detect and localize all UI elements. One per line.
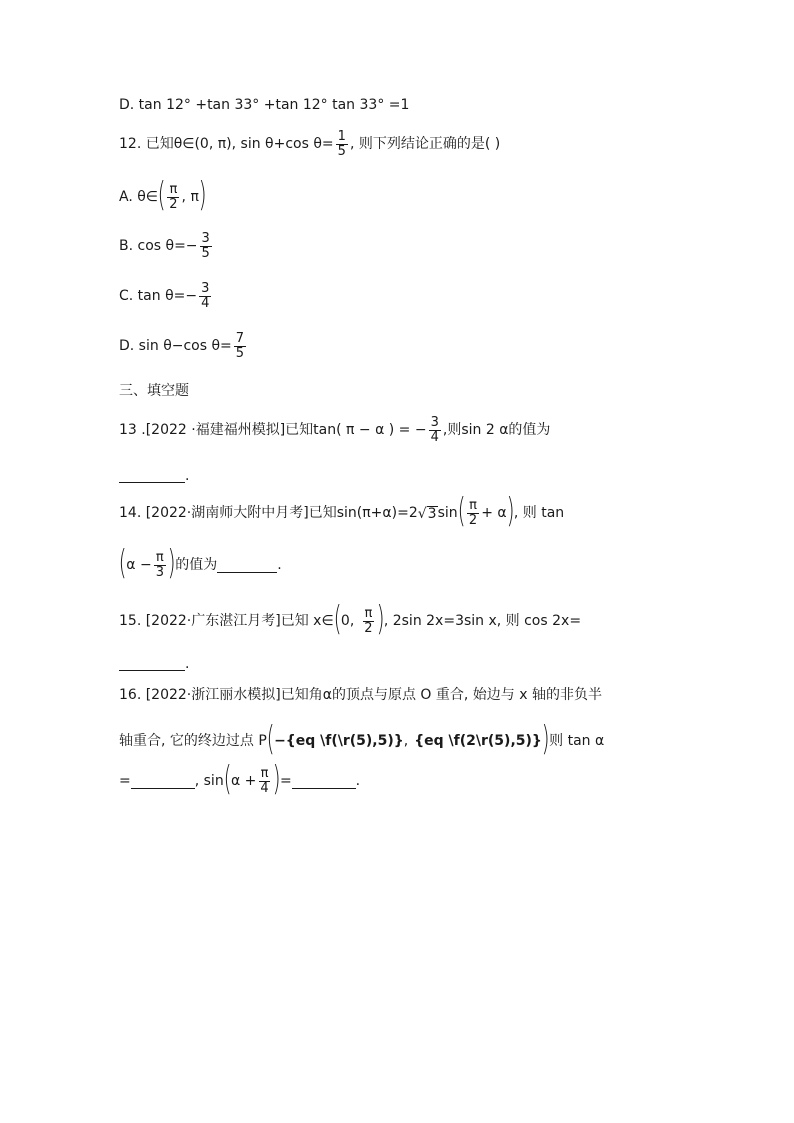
q12-option-d-label: D. sin θ−cos θ= xyxy=(119,338,232,355)
q12-option-a-den: 2 xyxy=(169,196,178,212)
q12-option-b-fraction xyxy=(200,232,212,260)
q16-line3-sep: , sin xyxy=(194,773,224,789)
q13-text-b: ,则sin 2 α的值为 xyxy=(442,422,551,439)
q16-l3-fraction xyxy=(258,767,270,795)
q14-frac-num: π xyxy=(469,497,477,513)
q12-frac-den: 5 xyxy=(337,143,346,159)
q12-option-c-fraction xyxy=(199,282,211,310)
q15-fraction xyxy=(362,607,374,635)
q16-line2-a: 轴重合, 它的终边过点 P xyxy=(119,733,267,749)
section-heading-text: 三、填空题 xyxy=(119,383,189,399)
q15-frac-num: π xyxy=(364,605,373,621)
q12-option-b-den: 5 xyxy=(201,245,210,261)
q12-stem-text-a: 12. 已知θ∈(0, π), sin θ+cos θ= xyxy=(119,136,334,153)
q16-line2-b: 则 tan α xyxy=(549,733,605,749)
radical-sign: √ xyxy=(417,505,427,522)
q14-l2-tail: 的值为 xyxy=(175,557,218,573)
q14-l2-fraction xyxy=(154,551,166,579)
q12-option-a-num: π xyxy=(169,181,178,197)
left-paren: ( xyxy=(157,175,166,215)
q15-frac-den: 2 xyxy=(364,620,373,636)
q13-text-a: 13 .[2022 ·福建福州模拟]已知tan( π − α ) = − xyxy=(119,422,427,439)
right-paren: ) xyxy=(506,491,515,531)
q16-eq-field-1: −{eq \f(\r(5),5)} xyxy=(274,733,404,749)
q16-line2 xyxy=(119,719,694,759)
q14-l2-num: π xyxy=(155,549,164,565)
q14-fraction xyxy=(467,499,479,527)
q13-answer-blank[interactable] xyxy=(119,468,185,483)
q16-l3-alpha: α + xyxy=(230,773,257,789)
q13-frac-den: 4 xyxy=(430,429,439,445)
q13-period: . xyxy=(185,467,190,484)
sqrt-symbol xyxy=(418,506,438,521)
q14-text-b: sin xyxy=(437,505,458,521)
q12-option-c-num: 3 xyxy=(201,281,210,296)
q12-stem xyxy=(119,130,694,158)
q13-answer-line xyxy=(119,468,694,483)
q12-frac-num: 1 xyxy=(337,129,346,144)
q12-option-a xyxy=(119,175,694,215)
q14-l2-den: 3 xyxy=(155,564,164,580)
q14-text-c: , 则 tan xyxy=(513,505,565,521)
q16-answer-blank-2[interactable] xyxy=(292,774,356,789)
q15-period: . xyxy=(185,655,190,672)
q12-option-d-den: 5 xyxy=(235,345,245,361)
q12-option-d-fraction xyxy=(234,332,246,360)
q12-option-d xyxy=(119,332,694,360)
q15-answer-blank[interactable] xyxy=(119,656,185,671)
right-paren: ) xyxy=(376,599,385,639)
q14-l2-alpha: α − xyxy=(126,557,152,573)
q13-frac-num: 3 xyxy=(430,415,439,430)
q12-option-b-label: B. cos θ=− xyxy=(119,238,198,255)
q11-option-d-text: D. tan 12° +tan 33° +tan 12° tan 33° =1 xyxy=(119,97,410,113)
right-paren: ) xyxy=(167,543,176,583)
q12-option-a-label: A. θ∈ xyxy=(119,189,158,205)
q16-line3 xyxy=(119,759,694,799)
left-paren: ( xyxy=(266,719,275,759)
right-paren: ) xyxy=(198,175,207,215)
q14-sqrt-value: 3 xyxy=(427,505,437,522)
q14-period: . xyxy=(277,557,282,573)
q14-answer-blank[interactable] xyxy=(217,558,277,573)
q12-option-a-fraction xyxy=(167,183,179,211)
q16-line3-eq: = xyxy=(119,773,131,789)
right-paren: ) xyxy=(272,759,281,799)
q13-stem xyxy=(119,416,694,444)
q16-line1 xyxy=(119,688,694,702)
left-paren: ( xyxy=(457,491,466,531)
q16-answer-blank-1[interactable] xyxy=(131,774,195,789)
q16-comma: , xyxy=(403,733,409,749)
q15-text-b: , 2sin 2x=3sin x, 则 cos 2x= xyxy=(383,613,582,629)
q14-plus-alpha: + α xyxy=(481,505,507,521)
section-heading xyxy=(119,384,694,398)
q12-stem-text-b: , 则下列结论正确的是( ) xyxy=(349,136,501,153)
right-paren: ) xyxy=(541,719,550,759)
q12-option-c-label: C. tan θ=− xyxy=(119,288,198,305)
q12-option-b-num: 3 xyxy=(201,231,210,246)
q12-option-c-den: 4 xyxy=(201,295,210,311)
q14-frac-den: 2 xyxy=(468,512,478,528)
q16-eq-field-2: {eq \f(2\r(5),5)} xyxy=(414,733,542,749)
q14-stem xyxy=(119,491,694,531)
q15-interval-start: 0, xyxy=(340,613,355,629)
q14-line2 xyxy=(118,543,694,583)
q16-period: . xyxy=(355,773,361,789)
left-paren: ( xyxy=(333,599,342,639)
left-paren: ( xyxy=(118,543,127,583)
q15-stem xyxy=(119,599,694,639)
q13-fraction xyxy=(429,416,441,444)
q16-line1-text: 16. [2022·浙江丽水模拟]已知角α的顶点与原点 O 重合, 始边与 x 轴的非负半 xyxy=(119,687,602,703)
left-paren: ( xyxy=(223,759,232,799)
q12-option-a-tail: , π xyxy=(181,189,199,205)
q15-text-a: 15. [2022·广东湛江月考]已知 x∈ xyxy=(119,613,334,629)
q16-l3-den: 4 xyxy=(260,780,269,796)
q16-l3-num: π xyxy=(260,765,269,781)
q12-option-c xyxy=(119,282,694,310)
q12-option-b xyxy=(119,232,694,260)
q15-answer-line xyxy=(119,656,694,671)
q12-option-d-num: 7 xyxy=(235,331,245,346)
q11-option-d xyxy=(119,98,694,112)
q12-fraction xyxy=(336,130,348,158)
q14-text-a: 14. [2022·湖南师大附中月考]已知sin(π+α)=2 xyxy=(119,505,418,521)
q16-l3-eq: = xyxy=(279,773,292,789)
